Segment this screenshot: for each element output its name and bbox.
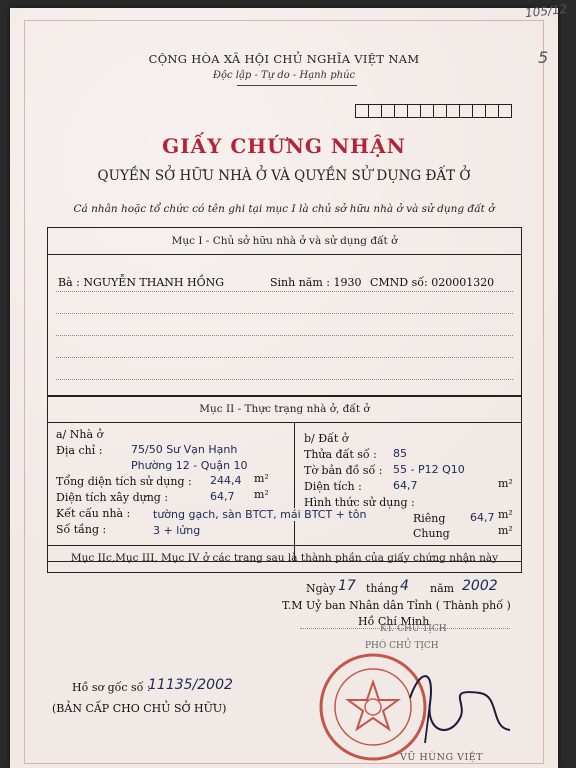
map-value: 55 - P12 Q10 — [393, 463, 465, 476]
private-value: 64,7 — [470, 511, 495, 524]
signature — [390, 658, 520, 748]
file-label: Hồ sơ gốc số : — [72, 681, 151, 694]
structure-label: Kết cấu nhà : — [56, 507, 131, 520]
shared-label: Chung — [413, 527, 450, 540]
date-year-label: năm — [430, 582, 455, 595]
total-area-unit: m² — [254, 472, 269, 485]
motto-underline — [237, 85, 357, 86]
map-label: Tờ bản đồ số : — [304, 464, 383, 477]
section-1-box — [47, 227, 522, 397]
nation-header: CỘNG HÒA XÃ HỘI CHỦ NGHĨA VIỆT NAM — [148, 52, 420, 66]
certificate-subtitle: QUYỀN SỞ HỮU NHÀ Ở VÀ QUYỀN SỬ DỤNG ĐẤT Ở — [97, 168, 471, 184]
shared-unit: m² — [498, 524, 513, 537]
floors-label: Số tầng : — [56, 523, 107, 536]
section-2-header: Mục II - Thực trạng nhà ở, đất ở — [199, 403, 370, 415]
date-month-label: tháng — [366, 582, 399, 595]
footer-note-box — [47, 545, 522, 573]
plot-value: 85 — [393, 447, 407, 460]
file-number: 11135/2002 — [148, 677, 233, 693]
authority-city: Hồ Chí Minh — [358, 615, 430, 628]
floors-value: 3 + lửng — [153, 524, 201, 537]
structure-value: tường gạch, sàn BTCT, mái BTCT + tôn — [153, 508, 367, 521]
built-area-value: 64,7 — [210, 490, 235, 503]
land-area-unit: m² — [498, 477, 513, 490]
section-1-header: Mục I - Chủ sở hữu nhà ở và sử dụng đất ở — [171, 235, 398, 247]
land-area-value: 64,7 — [393, 479, 418, 492]
total-area-label: Tổng diện tích sử dụng : — [56, 475, 192, 488]
built-area-label: Diện tích xây dựng : — [56, 491, 169, 504]
house-heading: a/ Nhà ở — [56, 428, 104, 441]
authority-role-1: KT. CHỦ TỊCH — [380, 624, 447, 634]
land-area-label: Diện tích : — [304, 480, 362, 493]
section-2-box — [47, 395, 522, 562]
address-value: 75/50 Sư Vạn Hạnh — [131, 443, 238, 456]
address-label: Địa chỉ : — [56, 444, 103, 457]
copy-note: (BẢN CẤP CHO CHỦ SỞ HỮU) — [52, 702, 227, 715]
footer-note: Mục IIc,Mục III, Mục IV ở các trang sau là thành phần của giấy chứng nhận này — [70, 552, 499, 564]
page-number: 5 — [538, 48, 549, 67]
total-area-value: 244,4 — [210, 474, 242, 487]
motto: Độc lập - Tự do - Hạnh phúc — [212, 70, 356, 81]
intro-text: Cá nhân hoặc tổ chức có tên ghi tại mục I là chủ sở hữu nhà ở và sử dụng đất ở — [73, 203, 495, 215]
private-unit: m² — [498, 508, 513, 521]
signer-name: VŨ HÙNG VIỆT — [400, 752, 483, 763]
birth-year: Sinh năm : 1930 — [270, 276, 362, 289]
certificate-page — [10, 1, 568, 768]
date-month: 4 — [400, 578, 409, 594]
owner-name: Bà : NGUYỄN THANH HỒNG — [58, 276, 225, 289]
section-2-divider — [294, 422, 295, 561]
land-heading: b/ Đất ở — [304, 432, 349, 445]
certificate-title: GIẤY CHỨNG NHẬN — [162, 134, 406, 158]
ward-value: Phường 12 - Quận 10 — [131, 459, 248, 472]
date-year: 2002 — [462, 578, 498, 594]
serial-number-boxes — [355, 104, 512, 118]
id-number: CMND số: 020001320 — [370, 276, 495, 289]
authority-role-2: PHÓ CHỦ TỊCH — [365, 641, 439, 651]
date-day-label: Ngày — [306, 582, 336, 595]
use-label: Hình thức sử dụng : — [304, 496, 415, 509]
date-day: 17 — [338, 578, 356, 594]
built-area-unit: m² — [254, 488, 269, 501]
private-label: Riêng — [413, 512, 446, 525]
corner-ref: 105/12 — [524, 1, 568, 21]
authority-line: T.M Uỷ ban Nhân dân Tỉnh ( Thành phố ) — [282, 599, 511, 612]
plot-label: Thửa đất số : — [304, 448, 377, 461]
